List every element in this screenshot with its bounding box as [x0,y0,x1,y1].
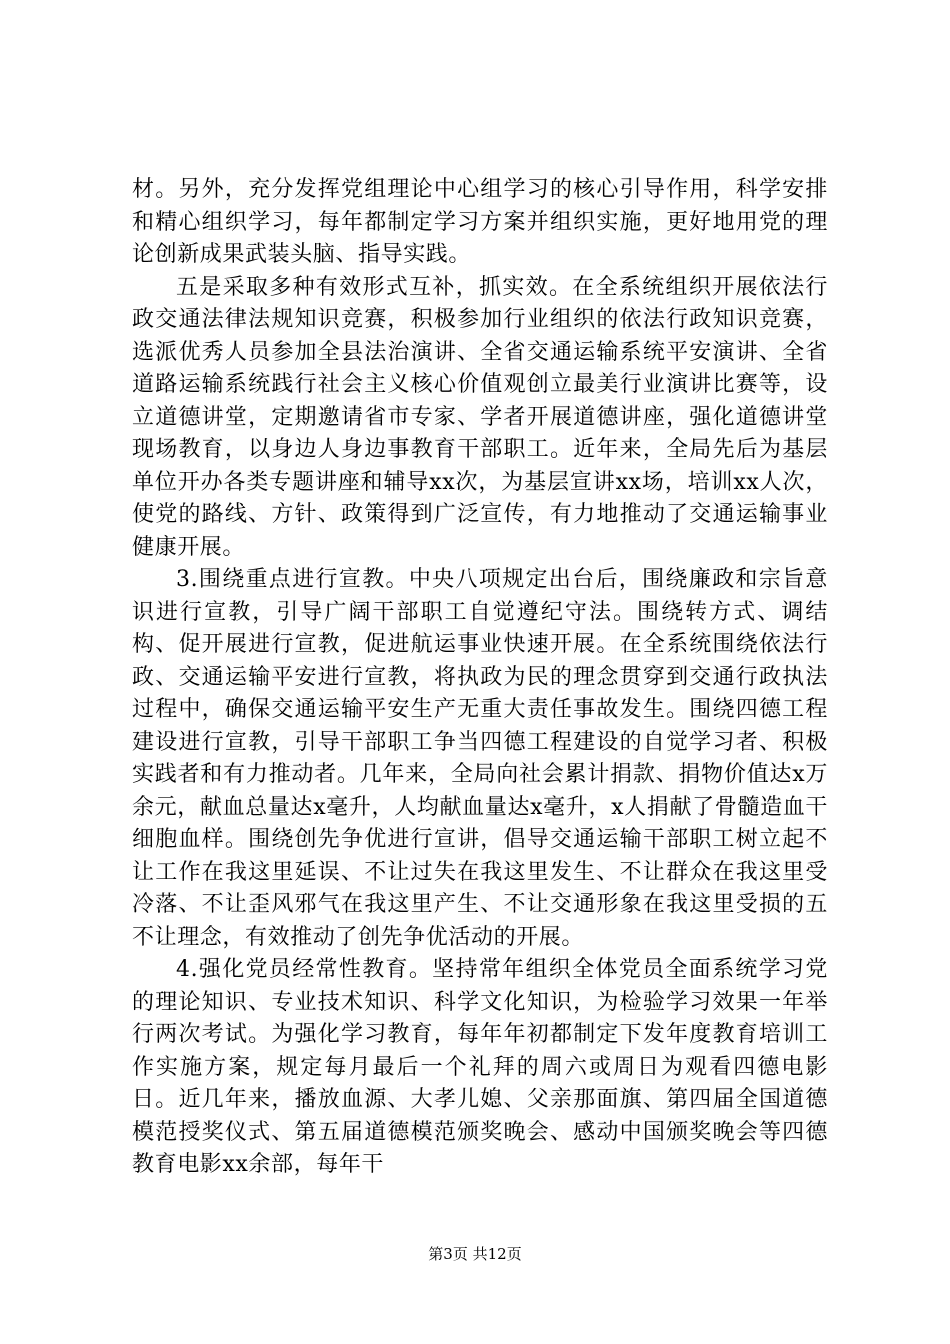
page-footer [0,1244,950,1264]
page-number: 第3页 共12页 [428,1245,522,1263]
paragraph-1: 材。另外，充分发挥党组理论中心组学习的核心引导作用，科学安排和精心组织学习，每年都制定学习方案并组织实施，更好地用党的理论创新成果武装头脑、指导实践。 [132,177,828,267]
document-body [132,174,828,1182]
paragraph-3: 3.围绕重点进行宣教。中央八项规定出台后，围绕廉政和宗旨意识进行宣教，引导广阔干部职工自觉遵纪守法。围绕转方式、调结构、促开展进行宣教，促进航运事业快速开展。在全系统围绕依法行政、交通运输平安进行宣教，将执政为民的理念贯穿到交通行政执法过程中，确保交通运输平安生产无重大责任事故发生。围绕四德工程建设进行宣教，引导干部职工争当四德工程建设的自觉学习者、积极实践者和有力推动者。几年来，全局向社会累计捐款、捐物价值达x万余元，献血总量达x毫升，人均献血量达x毫升，x人捐献了骨髓造血干细胞血样。围绕创先争优进行宣讲，倡导交通运输干部职工树立起不让工作在我这里延误、不让过失在我这里发生、不让群众在我这里受冷落、不让歪风邪气在我这里产生、不让交通形象在我这里受损的五不让理念，有效推动了创先争优活动的开展。 [132,567,828,950]
paragraph-2: 五是采取多种有效形式互补，抓实效。在全系统组织开展依法行政交通法律法规知识竞赛，积极参加行业组织的依法行政知识竞赛，选派优秀人员参加全县法治演讲、全省交通运输系统平安演讲、全省道路运输系统践行社会主义核心价值观创立最美行业演讲比赛等，设立道德讲堂，定期邀请省市专家、学者开展道德讲座，强化道德讲堂现场教育，以身边人身边事教育干部职工。近年来，全局先后为基层单位开办各类专题讲座和辅导xx次，为基层宣讲xx场，培训xx人次，使党的路线、方针、政策得到广泛宣传，有力地推动了交通运输事业健康开展。 [132,274,828,560]
paragraph-4: 4.强化党员经常性教育。坚持常年组织全体党员全面系统学习党的理论知识、专业技术知识、科学文化知识，为检验学习效果一年举行两次考试。为强化学习教育，每年年初都制定下发年度教育培训工作实施方案，规定每月最后一个礼拜的周六或周日为观看四德电影日。近几年来，播放血源、大孝儿媳、父亲那面旗、第四届全国道德模范授奖仪式、第五届道德模范颁奖晚会、感动中国颁奖晚会等四德教育电影xx余部，每年干 [132,957,828,1177]
